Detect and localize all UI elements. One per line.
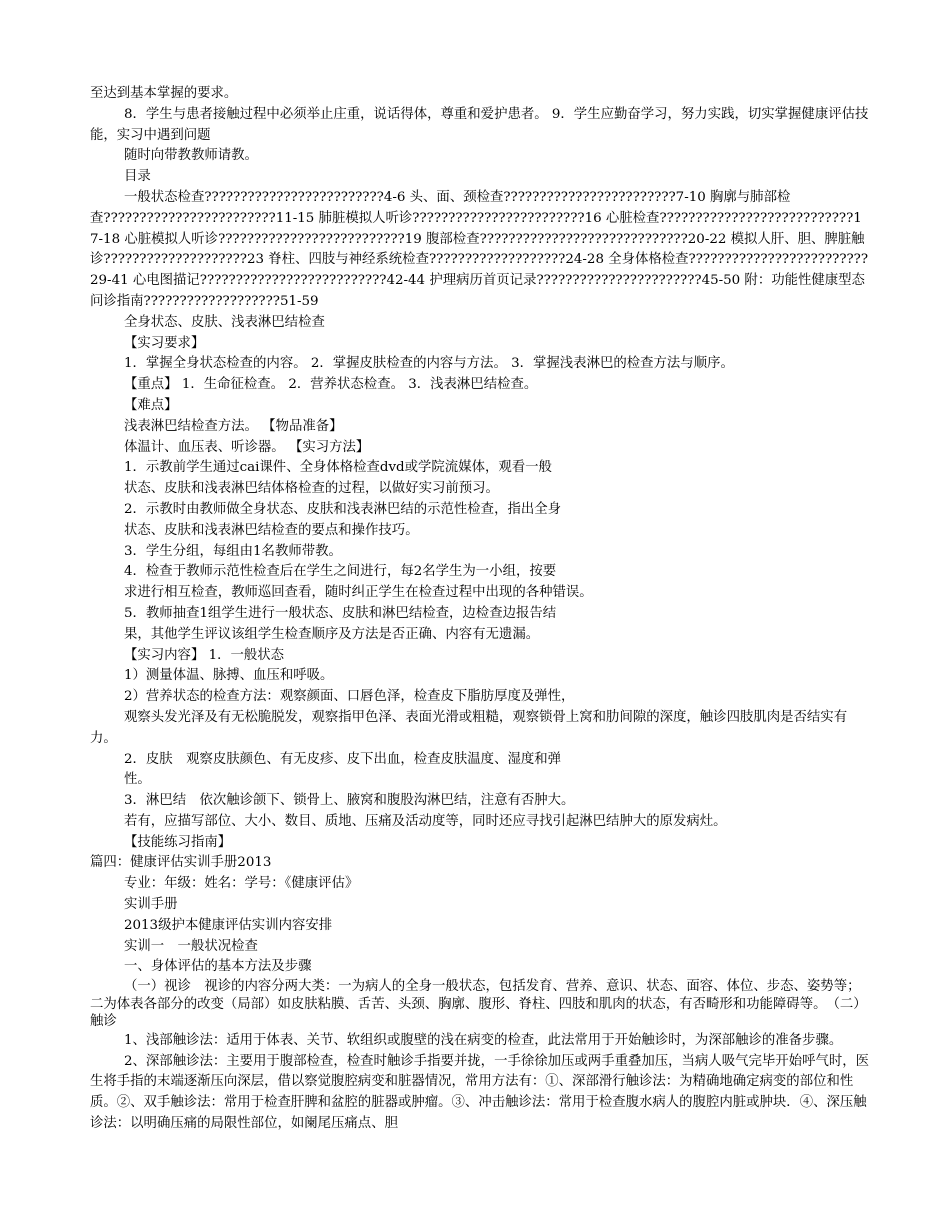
document-body [90, 84, 870, 1135]
text-line: 实训手册 [124, 897, 178, 913]
text-line: 2）营养状态的检查方法：观察颜面、口唇色泽，检查皮下脂肪厚度及弹性， [124, 689, 575, 705]
text-line: 实训一 一般状况检查 [124, 938, 258, 954]
text-line: 一、身体评估的基本方法及步骤 [124, 959, 312, 975]
text-line: 随时向带教教师请教。 [124, 148, 258, 164]
text-line: 3．淋巴结 依次触诊颌下、锁骨上、腋窝和腹股沟淋巴结，注意有否肿大。 [124, 793, 575, 809]
text-line: 【难点】 [124, 397, 178, 413]
text-line: 【重点】 1．生命征检查。 2．营养状态检查。 3．浅表淋巴结检查。 [124, 377, 538, 393]
text-line: 至达到基本掌握的要求。 [90, 86, 238, 101]
text-line: 若有，应描写部位、大小、数目、质地、压痛及活动度等，同时还应寻找引起淋巴结肿大的原发病灶。 [124, 813, 727, 829]
text-line: 状态、皮肤和浅表淋巴结体格检查的过程，以做好实习前预习。 [124, 481, 499, 497]
text-line: 【技能练习指南】 [124, 834, 232, 850]
text-line: 全身状态、皮肤、浅表淋巴结检查 [124, 314, 325, 330]
text-line: 1．示教前学生通过cai课件、全身体格检查dvd或学院流媒体，观看一般 [124, 460, 552, 476]
text-line: 状态、皮肤和浅表淋巴结检查的要点和操作技巧。 [124, 522, 419, 538]
text-line: 5．教师抽查1组学生进行一般状态、皮肤和淋巴结检查，边检查边报告结 [124, 605, 557, 621]
text-line: 目录 [124, 169, 151, 185]
text-line: 果，其他学生评议该组学生检查顺序及方法是否正确、内容有无遗漏。 [124, 626, 540, 642]
text-line: 体温计、血压表、听诊器。 【实习方法】 [124, 439, 370, 455]
text-line: 4．检查于教师示范性检查后在学生之间进行，每2名学生为一小组，按要 [124, 564, 557, 580]
text-line: 2．示教时由教师做全身状态、皮肤和浅表淋巴结的示范性检查，指出全身 [124, 501, 562, 517]
text-line: （一）视诊 视诊的内容分两大类：一为病人的全身一般状态，包括发育、营养、意识、状态、面容、体位、步态、姿势等；二为体表各部分的改变（局部）如皮肤粘膜、舌苦、头颈、胸廓、腹形、脊柱、四肢和肌肉的状态，有否畸形和功能障碍等。 （二）触诊 [90, 979, 867, 1030]
text-line: 观察头发光泽及有无松脆脱发，观察指甲色泽、表面光滑或粗糙，观察锁骨上窝和肋间隙的深度，触诊四肢肌肉是否结实有力。 [90, 709, 848, 746]
text-line: 8．学生与患者接触过程中必须举止庄重，说话得体，尊重和爱护患者。 9．学生应勤奋学习，努力实践，切实掌握健康评估技能，实习中遇到问题 [90, 106, 869, 143]
text-line: 2、深部触诊法：主要用于腹部检查，检查时触诊手指要并拢，一手徐徐加压或两手重叠加压，当病人吸气完毕开始呼气时，医生将手指的末端逐渐压向深层，借以察觉腹腔病变和脏器情况，常用方法有：①、深部滑行触诊法：为精确地确定病变的部位和性质。②、双手触诊法：常用于检查肝脾和盆腔的脏器或肿瘤。③、冲击触诊法：常用于检查腹水病人的腹腔内脏或肿块．④、深压触诊法：以明确压痛的局限性部位，如阑尾压痛点、胆 [90, 1053, 869, 1131]
text-line: 3．学生分组，每组由1名教师带教。 [124, 543, 342, 559]
text-line: 1）测量体温、脉搏、血压和呼吸。 [124, 668, 334, 684]
text-line: 篇四：健康评估实训手册2013 [90, 855, 272, 871]
text-line: 1．掌握全身状态检查的内容。 2．掌握皮肤检查的内容与方法。 3．掌握浅表淋巴的检查方法与顺序。 [124, 356, 734, 372]
text-line: 2．皮肤 观察皮肤颜色、有无皮疹、皮下出血，检查皮肤温度、湿度和弹 [124, 751, 562, 767]
text-line: 1、浅部触诊法：适用于体表、关节、软组织或腹壁的浅在病变的检查，此法常用于开始触诊时，为深部触诊的准备步骤。 [124, 1032, 843, 1048]
text-line: 性。 [124, 772, 151, 788]
text-line: 【实习内容】 1．一般状态 [124, 647, 285, 663]
text-line: 浅表淋巴结检查方法。 【物品准备】 [124, 418, 343, 434]
text-line: 专业：年级：姓名：学号：《健康评估》 [124, 876, 359, 892]
text-line: 2013级护本健康评估实训内容安排 [124, 917, 333, 933]
text-line: 求进行相互检查，教师巡回查看，随时纠正学生在检查过程中出现的各种错误。 [124, 585, 593, 601]
text-line: 【实习要求】 [124, 335, 205, 351]
text-line: 一般状态检查?????????????????????????4-6 头、面、颈检查????????????????????????7-10 胸廓与肺部检查????????????????????????11-15 肺脏模拟人听诊????????????????????????16 心脏检查???????????????????????????17-18 心脏模拟人听诊??????????????????????????19 腹部检查?????????????????????????????20-22 模拟人肝、胆、脾脏触诊????????????????????23 脊柱、四肢与神经系统检查???????????????????24-28 全身体格检查?????????????????????????29-41 心电图描记??????????????????????????42-44 护理病历首页记录???????????????????????45-50 附：功能性健康型态问诊指南???????????????????51-59 [90, 189, 869, 309]
